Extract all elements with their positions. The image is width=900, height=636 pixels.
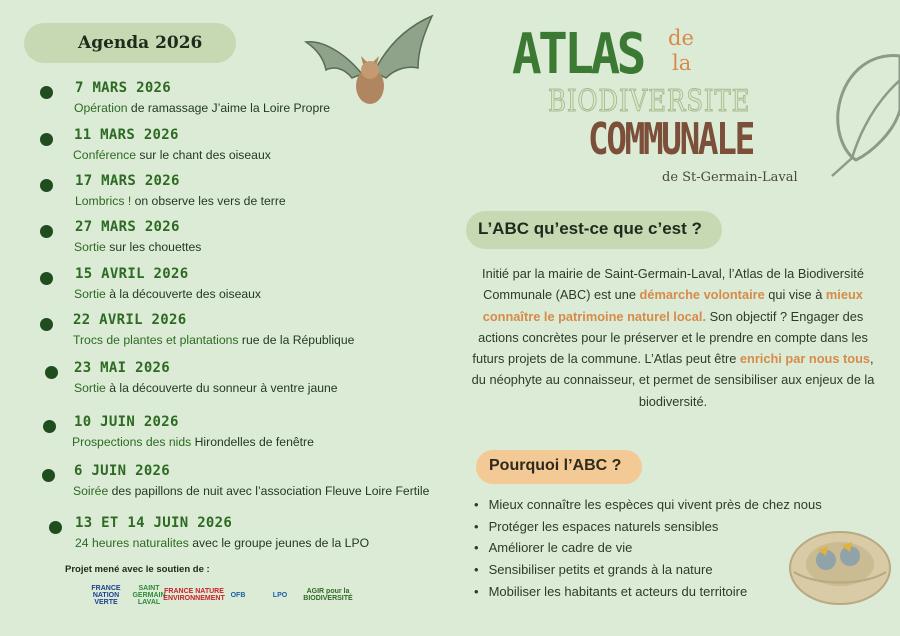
partner-logo: SAINT GERMAIN LAVAL	[132, 584, 166, 606]
event-description	[75, 194, 286, 208]
abc-title: L’ABC qu’est-ce que c’est ?	[478, 219, 702, 238]
bullet-dot	[43, 420, 56, 433]
title-atlas: ATLAS	[512, 22, 643, 87]
list-item: • Sensibiliser petits et grands à la nature	[474, 559, 822, 581]
event-date: 23 MAI 2026	[74, 360, 171, 376]
list-item: • Protéger les espaces naturels sensibles	[474, 516, 822, 538]
event-description	[74, 287, 261, 301]
title-de: de	[668, 26, 694, 50]
title-place: de St-Germain-Laval	[662, 170, 798, 185]
abc-highlight-1: démarche volontaire	[639, 287, 765, 303]
event-keyword: Prospections des nids	[72, 435, 192, 449]
title-communale: COMMUNALE	[588, 114, 753, 165]
event-keyword: Opération	[74, 101, 128, 115]
partner-logo: FRANCE NATION VERTE	[91, 584, 121, 606]
bullet-dot	[40, 133, 53, 146]
event-detail: sur le chant des oiseaux	[136, 148, 271, 162]
event-date: 15 AVRIL 2026	[75, 266, 189, 282]
event-date: 17 MARS 2026	[75, 173, 180, 189]
event-description	[75, 536, 369, 550]
abc-text-4: , du néophyte au connaisseur, et permet de sensibiliser aux enjeux de la biodiversité.	[471, 351, 875, 409]
event-date: 27 MARS 2026	[75, 219, 180, 235]
leaf-illustration	[818, 40, 900, 180]
bullet-dot	[40, 272, 53, 285]
event-description	[74, 240, 201, 254]
bullet-dot	[42, 469, 55, 482]
event-date: 10 JUIN 2026	[74, 414, 179, 430]
list-item: • Mieux connaître les espèces qui vivent près de chez nous	[474, 494, 822, 516]
event-detail: à la découverte des oiseaux	[105, 287, 261, 301]
event-description	[73, 484, 429, 498]
bullet-dot	[45, 366, 58, 379]
event-date: 7 MARS 2026	[75, 80, 172, 96]
title-biodiversite: BIODIVERSITE	[548, 84, 751, 119]
agenda-title: Agenda 2026	[78, 33, 203, 53]
event-detail: avec le groupe jeunes de la LPO	[188, 536, 370, 550]
abc-text-1: Initié par la mairie de Saint-Germain-Laval, l’Atlas de la Biodiversité Communale (ABC) est une	[482, 266, 864, 303]
abc-text-2: qui vise à	[764, 287, 826, 303]
event-keyword: Soirée	[73, 484, 109, 498]
event-keyword: Conférence	[73, 148, 137, 162]
event-date: 6 JUIN 2026	[74, 463, 171, 479]
bullet-dot	[40, 86, 53, 99]
bullet-dot	[40, 225, 53, 238]
event-description	[73, 333, 354, 347]
event-description	[73, 148, 271, 162]
event-date: 11 MARS 2026	[74, 127, 179, 143]
bullet-dot	[40, 179, 53, 192]
title-la: la	[672, 51, 692, 75]
event-keyword: 24 heures naturalites	[75, 536, 189, 550]
abc-text-3: Son objectif ? Engager des actions concrètes pour le préserver et le prendre en compte dans les futurs projets de la commune. L’Atlas peut être	[472, 308, 868, 367]
why-list	[474, 494, 822, 603]
partner-logo: OFB	[230, 591, 246, 599]
event-detail: Hirondelles de fenêtre	[191, 435, 314, 449]
event-keyword: Sortie	[74, 381, 106, 395]
bullet-dot	[49, 521, 62, 534]
event-detail: sur les chouettes	[105, 240, 202, 254]
event-keyword: Sortie	[74, 287, 106, 301]
event-detail: on observe les vers de terre	[131, 194, 286, 208]
event-keyword: Sortie	[74, 240, 106, 254]
abc-highlight-3: enrichi par nous tous	[739, 351, 871, 367]
partner-logo: FRANCE NATURE ENVIRONNEMENT	[163, 588, 225, 602]
why-title: Pourquoi l’ABC ?	[489, 457, 622, 474]
event-detail: rue de la République	[238, 333, 355, 347]
list-item: • Mobiliser les habitants et acteurs du territoire	[474, 581, 822, 603]
event-detail: de ramassage J’aime la Loire Propre	[127, 101, 331, 115]
support-label: Projet mené avec le soutien de :	[65, 564, 210, 575]
abc-paragraph	[466, 263, 880, 412]
event-keyword: Trocs de plantes et plantations	[73, 333, 239, 347]
bullet-dot	[40, 318, 53, 331]
event-date: 22 AVRIL 2026	[73, 312, 187, 328]
event-date: 13 ET 14 JUIN 2026	[75, 515, 233, 531]
event-detail: à la découverte du sonneur à ventre jaune	[105, 381, 338, 395]
nest-illustration	[786, 516, 894, 608]
list-item: • Améliorer le cadre de vie	[474, 537, 822, 559]
event-detail: des papillons de nuit avec l’association Fleuve Loire Fertile	[108, 484, 430, 498]
event-keyword: Lombrics !	[75, 194, 132, 208]
bat-illustration	[300, 12, 440, 112]
event-description	[74, 101, 330, 115]
event-description	[72, 435, 314, 449]
partner-logo: LPO	[272, 591, 288, 599]
event-description	[74, 381, 338, 395]
abc-highlight-2: mieux connaître le patrimoine naturel local.	[482, 287, 863, 324]
partner-logo: AGIR pour la BIODIVERSITÉ	[303, 588, 353, 602]
